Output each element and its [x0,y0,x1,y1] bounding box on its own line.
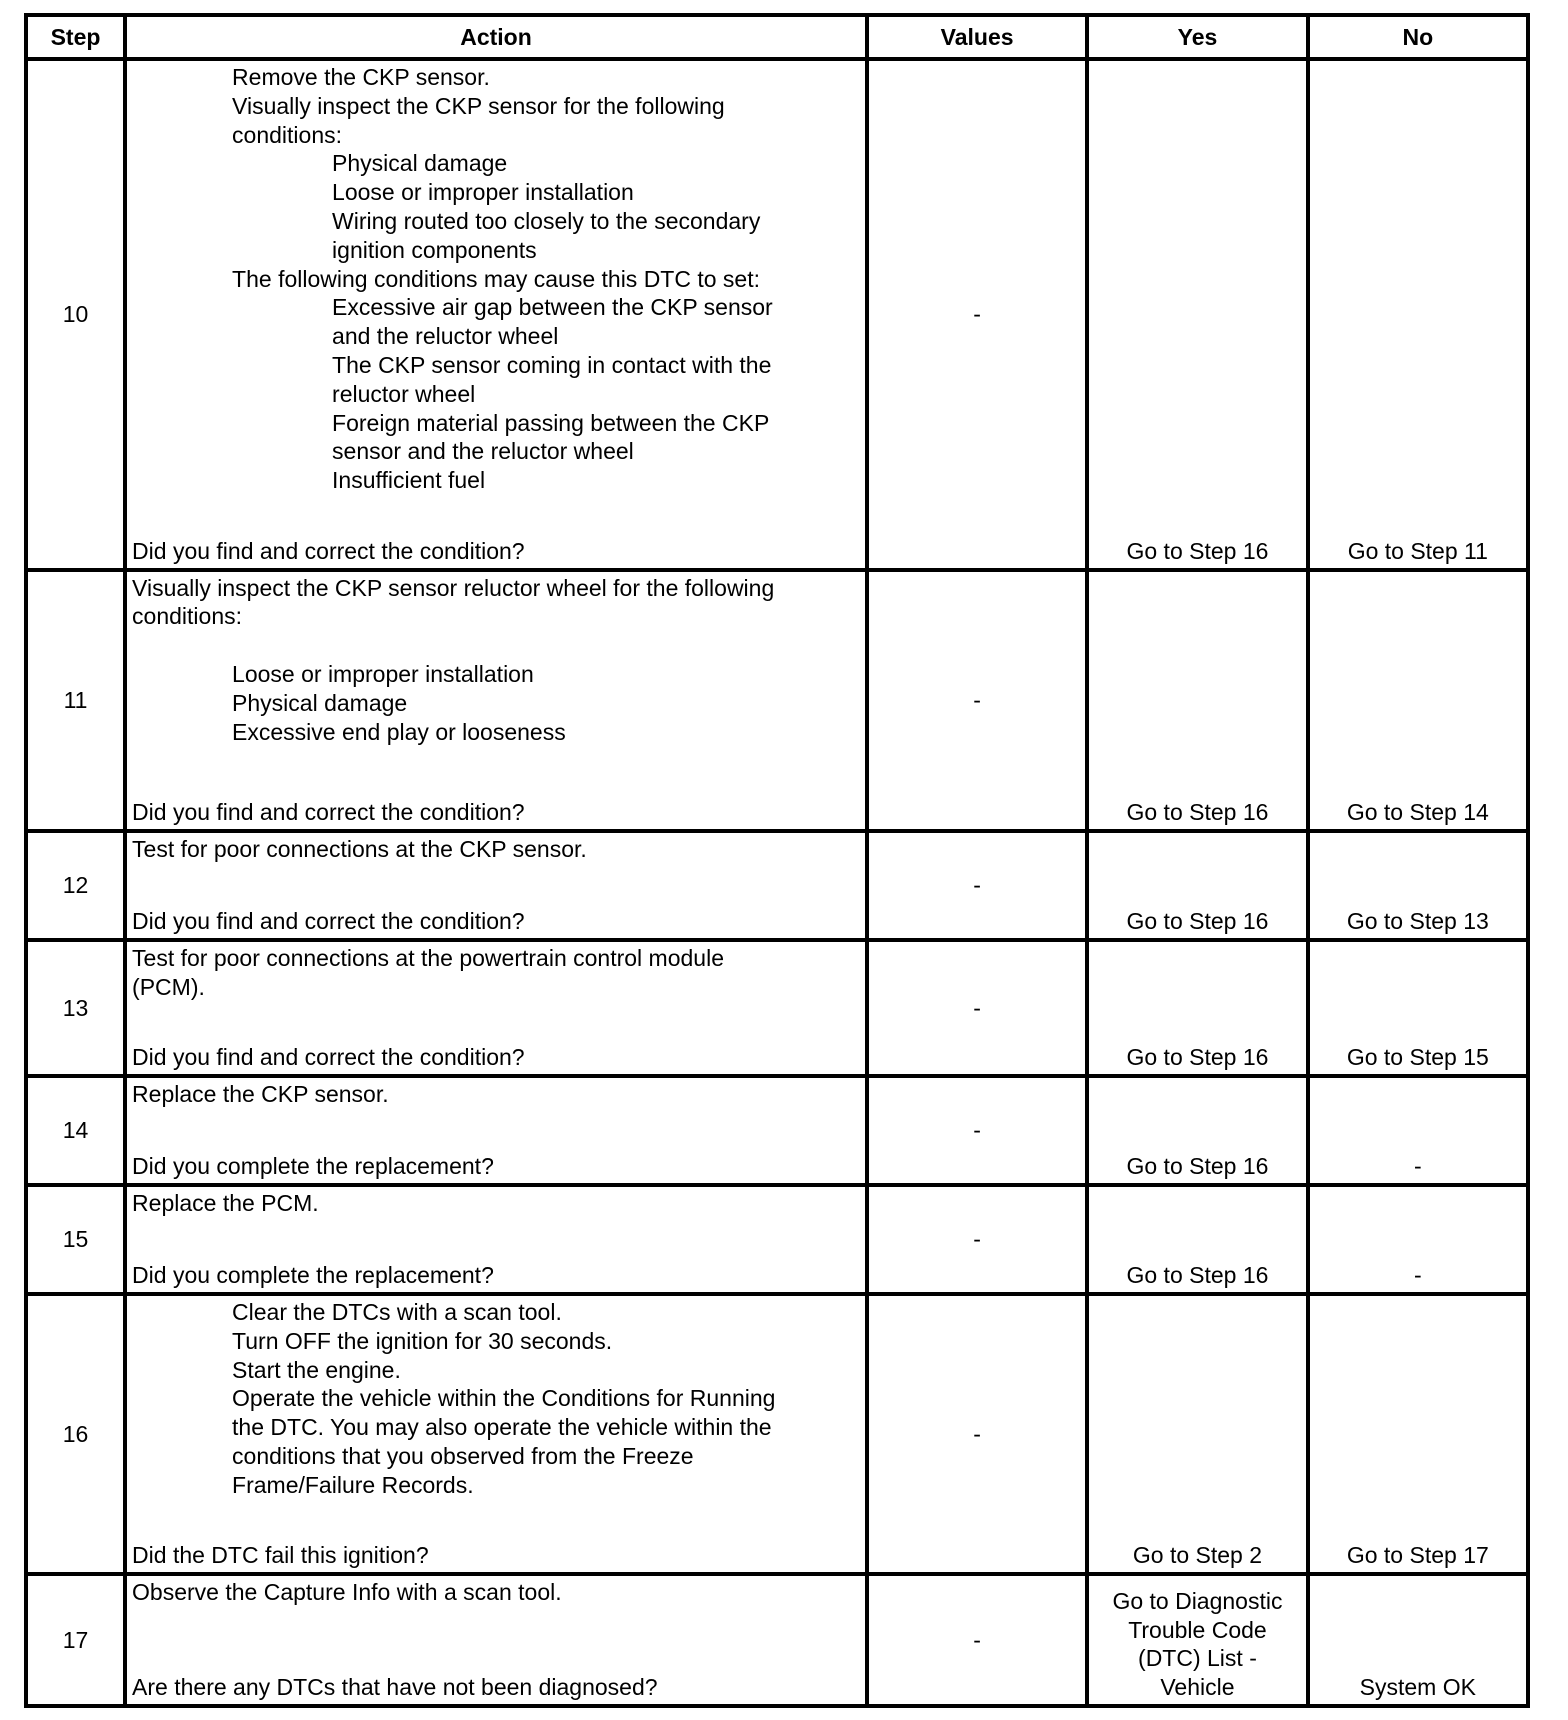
action-cell [125,1076,867,1185]
action-line: Foreign material passing between the CKP [332,409,770,436]
action-line: conditions: [132,603,243,630]
no-cell [1308,570,1528,831]
action-line: sensor and the reluctor wheel [332,438,634,465]
yes-action: Go to Diagnostic Trouble Code (DTC) List - Vehicle [1112,1587,1283,1701]
no-cell [1308,1076,1528,1185]
yes-action: Go to Step 16 [1126,799,1269,826]
yes-cell [1087,1076,1307,1185]
action-line: conditions: [232,121,343,148]
action-line [132,631,859,660]
action-question: Did you complete the replacement? [132,1153,494,1180]
action-cell [125,1185,867,1294]
no-cell [1308,59,1528,570]
action-line: Clear the DTCs with a scan tool. [232,1298,562,1325]
action-instructions [132,835,859,864]
action-instructions [132,63,859,495]
action-line: Test for poor connections at the CKP sensor. [132,836,587,863]
header-row [26,15,1528,59]
header-yes: Yes [1087,15,1307,59]
step-number: 11 [26,570,125,831]
action-line: Start the engine. [232,1356,401,1383]
step-number: 17 [26,1574,125,1706]
action-cell [125,570,867,831]
yes-action: Go to Step 16 [1126,537,1269,564]
action-line: Physical damage [232,689,408,716]
action-line: and the reluctor wheel [332,323,559,350]
action-line: Wiring routed too closely to the secondary [332,207,761,234]
step-number: 12 [26,831,125,940]
table-row [26,570,1528,831]
values-cell: - [867,1574,1087,1706]
step-number: 14 [26,1076,125,1185]
table-row [26,831,1528,940]
table-row [26,940,1528,1076]
action-line: The following conditions may cause this DTC to set: [232,265,761,292]
action-line: Visually inspect the CKP sensor reluctor wheel for the following [132,574,775,601]
action-instructions [132,1189,859,1218]
action-cell [125,1294,867,1574]
action-question: Did you find and correct the condition? [132,908,525,935]
no-action: Go to Step 15 [1346,1044,1489,1071]
action-line: the DTC. You may also operate the vehicle within the [232,1414,772,1441]
yes-cell [1087,831,1307,940]
action-question: Did you find and correct the condition? [132,537,525,564]
action-instructions [132,1080,859,1109]
no-action: - [1413,1262,1422,1289]
yes-action: Go to Step 16 [1126,1153,1269,1180]
action-line: Observe the Capture Info with a scan tool. [132,1578,562,1605]
action-line: reluctor wheel [332,380,476,407]
no-action: System OK [1359,1674,1476,1701]
header-values: Values [867,15,1087,59]
yes-action: Go to Step 16 [1126,1262,1269,1289]
action-line: (PCM). [132,973,205,1000]
action-instructions [132,574,859,747]
values-cell: - [867,570,1087,831]
table-row [26,1294,1528,1574]
action-line: Replace the PCM. [132,1190,319,1217]
no-cell [1308,1294,1528,1574]
action-instructions [132,944,859,1002]
no-cell [1308,1185,1528,1294]
action-line: Loose or improper installation [232,661,534,687]
action-line: Turn OFF the ignition for 30 seconds. [232,1327,613,1354]
action-line: Remove the CKP sensor. [232,64,490,90]
action-question: Did you find and correct the condition? [132,1044,525,1071]
no-action: Go to Step 17 [1346,1542,1489,1569]
yes-action: Go to Step 16 [1126,1044,1269,1071]
no-action: Go to Step 11 [1347,537,1488,564]
action-instructions [132,1298,859,1500]
action-cell [125,1574,867,1706]
step-number: 16 [26,1294,125,1574]
yes-cell [1087,59,1307,570]
header-action: Action [125,15,867,59]
no-action: Go to Step 14 [1346,799,1489,826]
action-line: Visually inspect the CKP sensor for the following [232,92,725,119]
table-row [26,59,1528,570]
action-cell [125,940,867,1076]
header-step: Step [26,15,125,59]
action-line: conditions that you observed from the Freeze [232,1442,694,1469]
action-line: ignition components [332,236,537,263]
yes-cell [1087,940,1307,1076]
step-number: 15 [26,1185,125,1294]
action-question: Did you find and correct the condition? [132,799,525,826]
action-line: Loose or improper installation [332,179,634,206]
diagnostic-table [24,13,1530,1708]
values-cell: - [867,1076,1087,1185]
no-action: - [1413,1153,1422,1180]
action-line: Test for poor connections at the powertrain control module [132,944,724,971]
step-number: 10 [26,59,125,570]
action-question: Are there any DTCs that have not been diagnosed? [132,1674,658,1701]
yes-cell [1087,1185,1307,1294]
table-row [26,1185,1528,1294]
table-row [26,1076,1528,1185]
action-line: Replace the CKP sensor. [132,1081,389,1108]
header-no: No [1308,15,1528,59]
no-cell [1308,831,1528,940]
action-cell [125,59,867,570]
values-cell: - [867,1294,1087,1574]
action-question: Did you complete the replacement? [132,1262,494,1289]
action-line: Physical damage [332,150,508,177]
no-cell [1308,940,1528,1076]
yes-action: Go to Step 2 [1132,1542,1263,1569]
values-cell: - [867,940,1087,1076]
action-instructions [132,1578,859,1607]
no-cell [1308,1574,1528,1706]
step-number: 13 [26,940,125,1076]
yes-action: Go to Step 16 [1126,908,1269,935]
action-line: Operate the vehicle within the Conditions for Running [232,1385,776,1412]
values-cell: - [867,1185,1087,1294]
action-line: The CKP sensor coming in contact with the [332,351,772,378]
action-line: Excessive end play or looseness [232,718,566,745]
yes-cell [1087,570,1307,831]
no-action: Go to Step 13 [1346,908,1489,935]
action-cell [125,831,867,940]
yes-cell [1087,1294,1307,1574]
values-cell: - [867,59,1087,570]
values-cell: - [867,831,1087,940]
action-line: Insufficient fuel [332,467,486,494]
action-line: Frame/Failure Records. [232,1471,474,1498]
table-body [26,59,1528,1706]
action-question: Did the DTC fail this ignition? [132,1542,429,1569]
table-row [26,1574,1528,1706]
action-line: Excessive air gap between the CKP sensor [332,294,773,321]
yes-cell [1087,1574,1307,1706]
